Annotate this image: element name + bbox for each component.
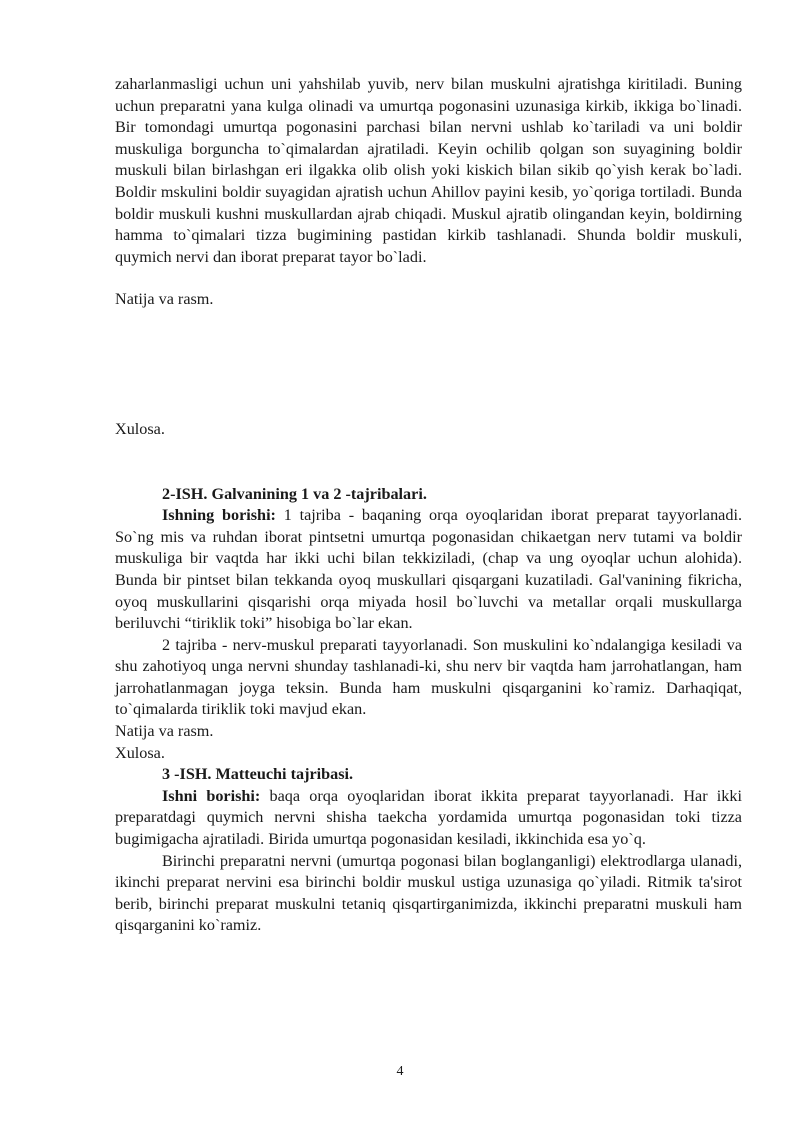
section3-lead: Ishni borishi: [162, 786, 261, 805]
section3-paragraph-2: Birinchi preparatni nervni (umurtqa pogonasi bilan boglanganligi) elektrodlarga ulanadi, ikinchi preparat nervini esa birinchi boldir muskul ustiga uzunasiga qo`yiladi. Ritmik ta'sirot berib, birinchi preparat muskulni tetaniq qisqartirganimizda, ikkinchi preparatni muskuli ham qisqarganini ko`ramiz. [115, 851, 742, 935]
section2-result-label: Natija va rasm. [115, 722, 214, 741]
drawing-space [115, 311, 742, 419]
section2-paragraph-1 [115, 505, 742, 635]
section3-paragraph-1-text: baqa orqa oyoqlaridan iborat ikkita preparat tayyorlanadi. Har ikki preparatdagi quymich nervni shisha taekcha yordamida umurtqa pogonasidan toki tizza bugimigacha ajratiladi. Birida umurtqa pogonasidan kesiladi, ikkinchida esa yo`q. [115, 786, 742, 849]
section2-paragraph-2: 2 tajriba - nerv-muskul preparati tayyorlanadi. Son muskulini ko`ndalangiga kesiladi va shu zahotiyoq unga nervni shunday tashlanadi-ki, shu nerv bir vaqtda ham jarrohatlangan, ham jarrohatlanmagan joyga teksin. Bunda ham muskulni qisqarganini ko`ramiz. Darhaqiqat, to`qimalarda tiriklik toki mavjud ekan. [115, 635, 742, 719]
section3-title: 3 -ISH. Matteuchi tajribasi. [162, 765, 354, 784]
conclusion-label-1: Xulosa. [115, 419, 165, 438]
section2-paragraph-1-text: 1 tajriba - baqaning orqa oyoqlaridan iborat preparat tayyorlanadi. So`ng mis va ruhdan iborat pintsetni umurtqa pogonasidan chikaetgan nerv tutami va boldir muskuliga bir vaqtda har ikki uchi bilan tekkiziladi, (chap va ung oyoqlar uchun alohida). Bunda bir pintset bilan tekkanda oyoq muskullari qisqargani kuzatiladi. Gal'vanining fikricha, oyoq muskullarini qisqarishi orqa miyada hosil bo`luvchi va metallar orqali muskullarga beriluvchi “tiriklik toki” hisobiga bo`lar ekan. [115, 506, 742, 633]
result-label-1: Natija va rasm. [115, 290, 214, 309]
section3-paragraph-1 [115, 786, 742, 851]
section2-conclusion-label: Xulosa. [115, 743, 165, 762]
page-number: 4 [396, 1064, 404, 1079]
spacer [115, 441, 742, 484]
section2-title: 2-ISH. Galvanining 1 va 2 -tajribalari. [162, 484, 427, 503]
section2-lead: Ishning borishi: [162, 506, 276, 525]
page-body [115, 74, 742, 937]
intro-paragraph: zaharlanmasligi uchun uni yahshilab yuvib, nerv bilan muskulni ajratishga kiritiladi. Buning uchun preparatni yana kulga olinadi va umurtqa pogonasini uzunasiga kirkib, ikkiga bo`linadi. Bir tomondagi umurtqa pogonasini parchasi bilan nervni ushlab ko`tariladi va uni boldir muskuliga borguncha to`qimalardan ajratiladi. Keyin ochilib qolgan son suyagining boldir muskuli bilan birlashgan eri ilgakka olib olish yoki kiskich bilan sikib qo`yish kerak bo`ladi. Boldir mskulini boldir suyagidan ajratish uchun Ahillov payini kesib, yo`qoriga tortiladi. Bunda boldir muskuli kushni muskullardan ajrab chiqadi. Muskul ajratib olingandan keyin, boldirning hamma to`qimalari tizza bugimining pastidan kirkib tashlanadi. Shunda boldir muskuli, quymich nervi dan iborat preparat tayor bo`ladi. [115, 75, 742, 266]
